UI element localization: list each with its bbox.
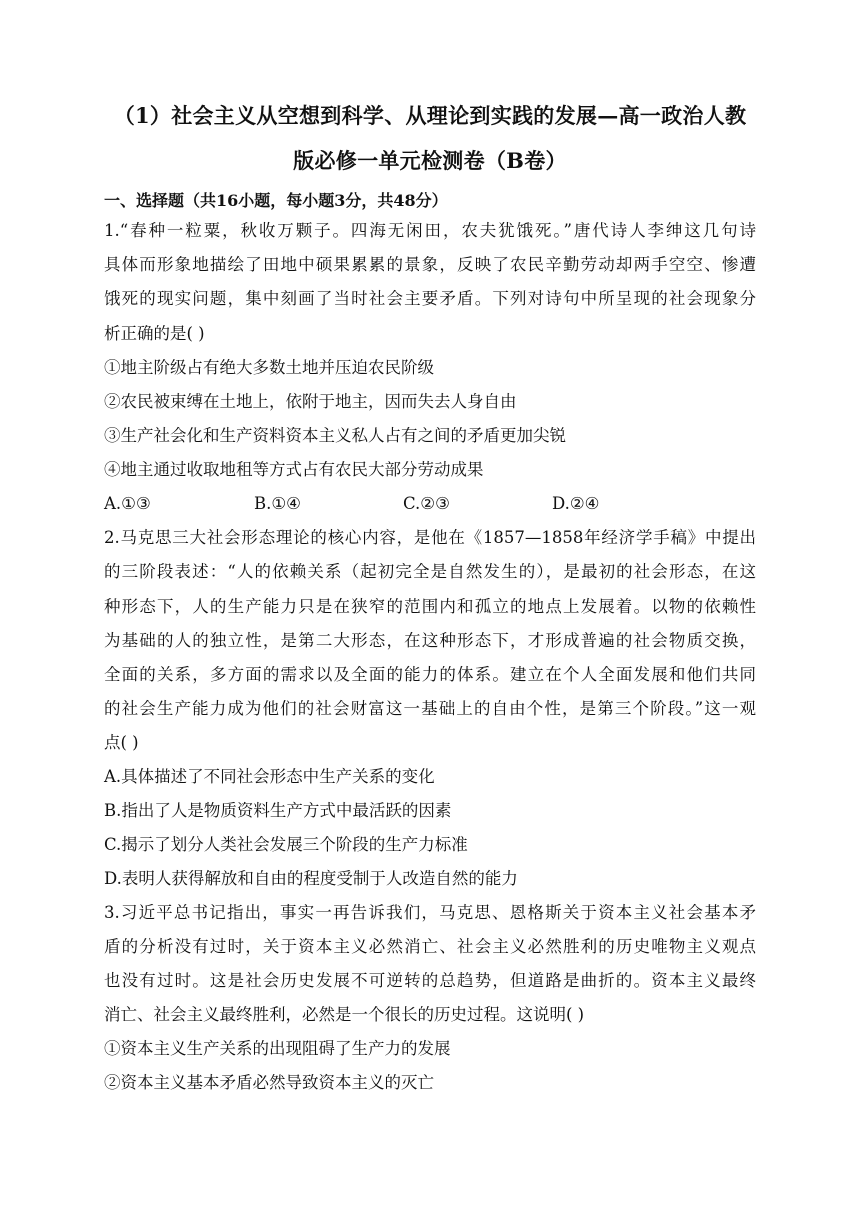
q1-statement: ④地主通过收取地租等方式占有农民大部分劳动成果	[104, 460, 484, 479]
q2-stem-line: 为基础的人的独立性，是第二大形态，在这种形态下，才形成普遍的社会物质交换，	[104, 631, 756, 650]
q1-statement: ②农民被束缚在土地上，依附于地主，因而失去人身自由	[104, 392, 517, 411]
q1-stem-line: 具体而形象地描绘了田地中硕果累累的景象，反映了农民辛勤劳动却两手空空、惨遭	[104, 255, 756, 274]
q1-stem-line: 析正确的是( )	[104, 324, 205, 343]
q2-option-d: D.表明人获得解放和自由的程度受制于人改造自然的能力	[104, 869, 518, 888]
q2-stem-line: 点( )	[104, 733, 139, 752]
q1-stem-line: 1.“春种一粒粟，秋收万颗子。四海无闲田，农夫犹饿死。”唐代诗人李绅这几句诗	[104, 221, 756, 240]
q1-option-c: C.②③	[403, 494, 450, 513]
q2-option-a: A.具体描述了不同社会形态中生产关系的变化	[104, 767, 435, 786]
q1-option-d: D.②④	[552, 494, 600, 513]
q3-stem-line: 消亡、社会主义最终胜利，必然是一个很长的历史过程。这说明( )	[104, 1005, 585, 1024]
q3-statement: ②资本主义基本矛盾必然导致资本主义的灭亡	[104, 1073, 434, 1092]
q2-option-b: B.指出了人是物质资料生产方式中最活跃的因素	[104, 801, 452, 820]
q1-statement: ①地主阶级占有绝大多数土地并压迫农民阶级	[104, 358, 434, 377]
q2-stem-line: 全面的关系，多方面的需求以及全面的能力的体系。建立在个人全面发展和他们共同	[104, 665, 756, 684]
q1-option-b: B.①④	[254, 494, 301, 513]
q1-statement: ③生产社会化和生产资料资本主义私人占有之间的矛盾更加尖锐	[104, 426, 566, 445]
q1-option-a: A.①③	[104, 494, 151, 513]
q2-stem-line: 2.马克思三大社会形态理论的核心内容，是他在《1857—1858年经济学手稿》中提出	[104, 528, 756, 547]
q3-stem-line: 盾的分析没有过时，关于资本主义必然消亡、社会主义必然胜利的历史唯物主义观点	[104, 937, 756, 956]
q3-statement: ①资本主义生产关系的出现阻碍了生产力的发展	[104, 1039, 451, 1058]
document-title-line-1: （1）社会主义从空想到科学、从理论到实践的发展—高一政治人教	[113, 103, 747, 128]
q3-stem-line: 3.习近平总书记指出，事实一再告诉我们，马克思、恩格斯关于资本主义社会基本矛	[104, 903, 756, 922]
q3-stem-line: 也没有过时。这是社会历史发展不可逆转的总趋势，但道路是曲折的。资本主义最终	[104, 971, 756, 990]
q2-stem-line: 种形态下，人的生产能力只是在狭窄的范围内和孤立的地点上发展着。以物的依赖性	[104, 597, 756, 616]
q2-stem-line: 的三阶段表述：“人的依赖关系（起初完全是自然发生的），是最初的社会形态，在这	[104, 562, 756, 581]
document-title-line-2: 版必修一单元检测卷（B卷）	[293, 148, 567, 173]
q1-stem-line: 饿死的现实问题，集中刻画了当时社会主要矛盾。下列对诗句中所呈现的社会现象分	[104, 289, 756, 308]
section-heading: 一、选择题（共16小题，每小题3分，共48分）	[104, 191, 448, 210]
q2-stem-line: 的社会生产能力成为他们的社会财富这一基础上的自由个性，是第三个阶段。”这一观	[104, 699, 756, 718]
q2-option-c: C.揭示了划分人类社会发展三个阶段的生产力标准	[104, 835, 468, 854]
